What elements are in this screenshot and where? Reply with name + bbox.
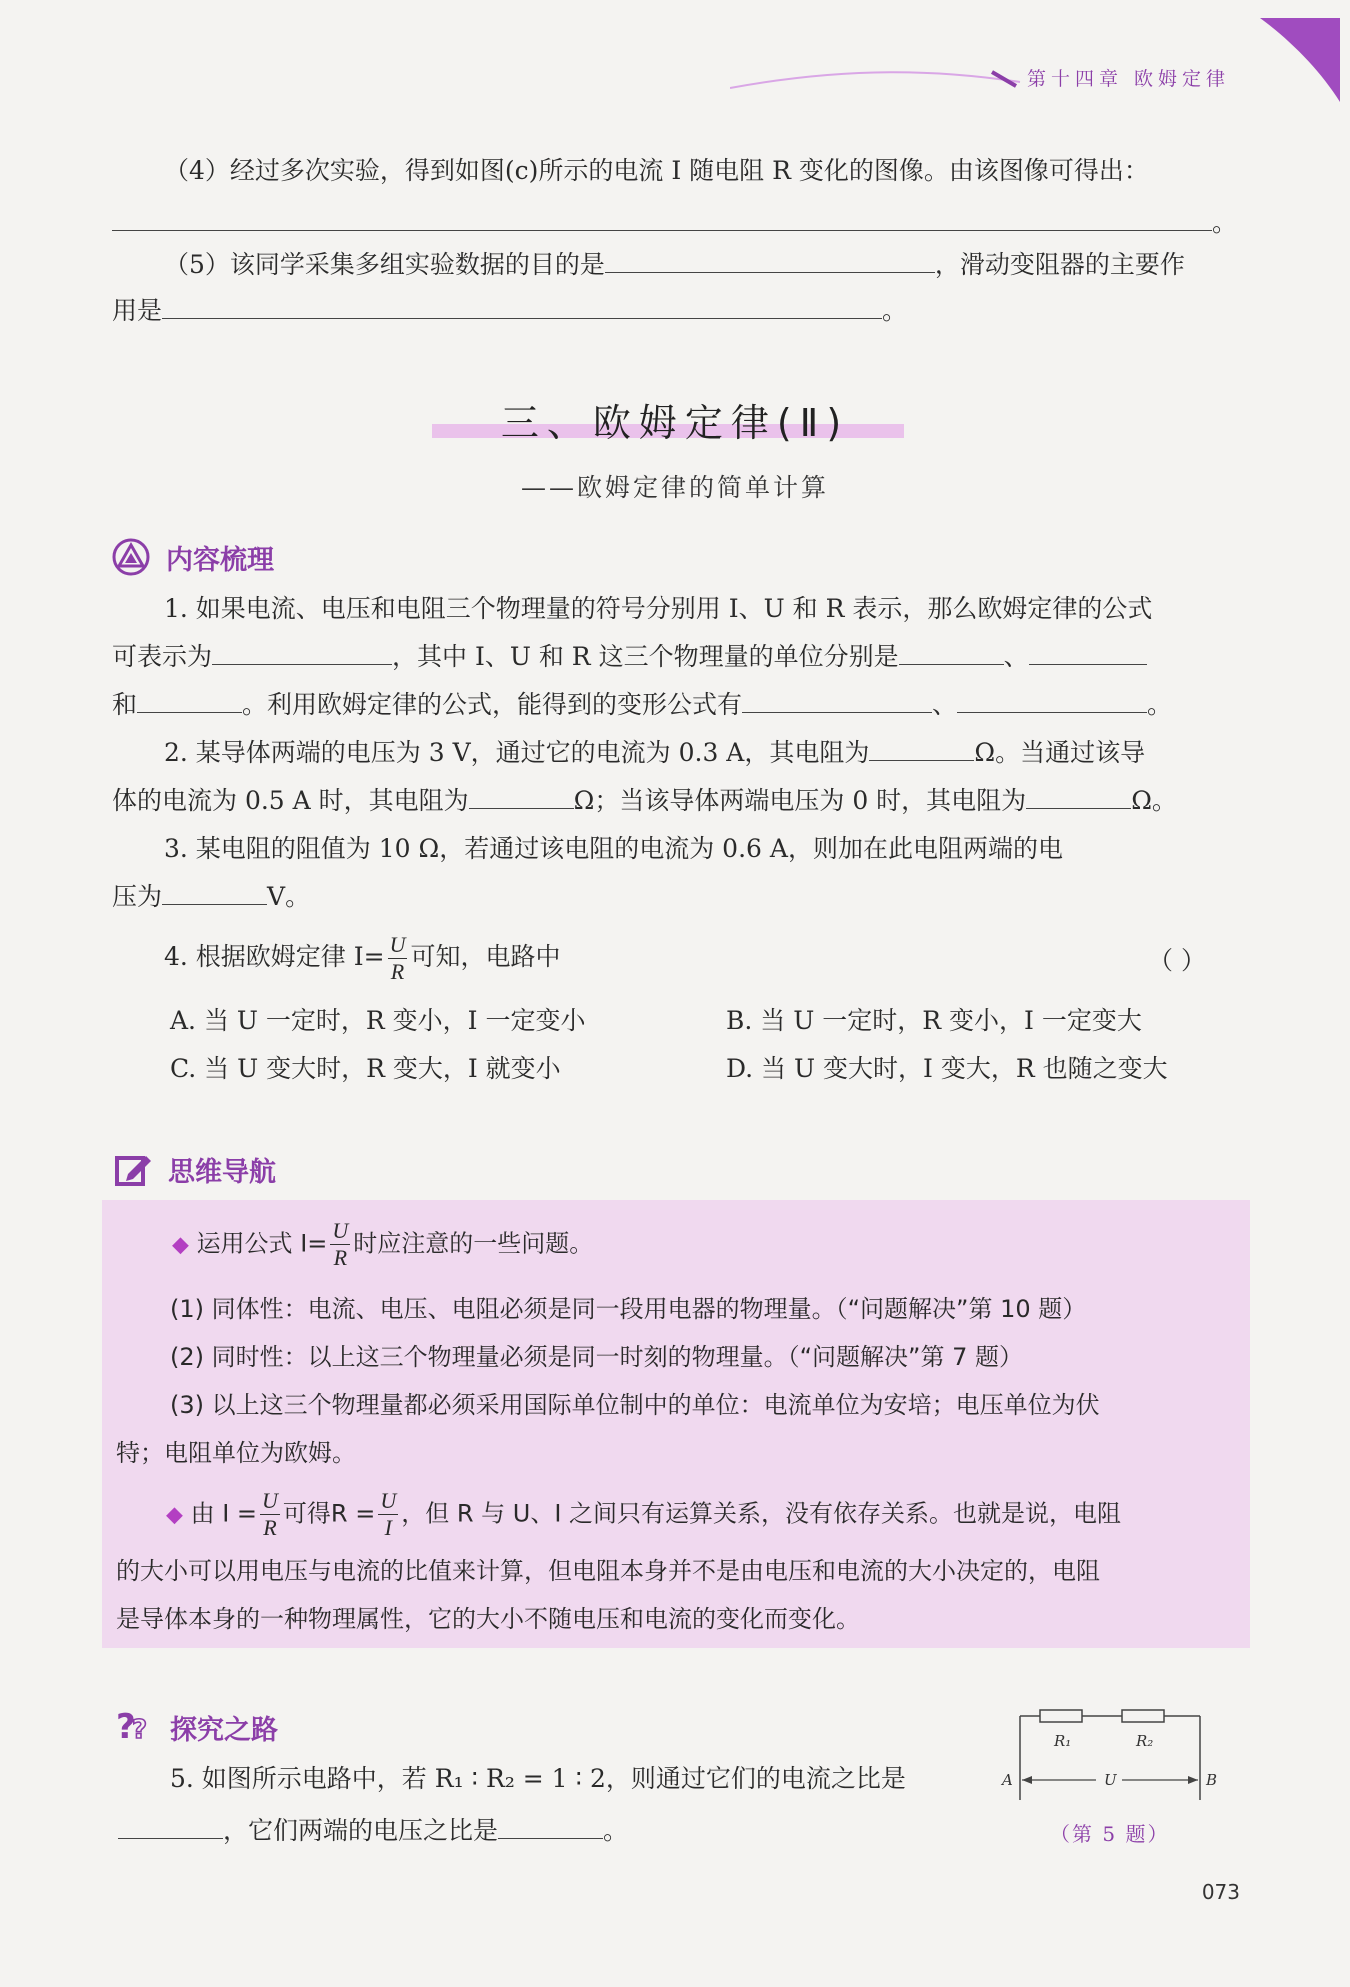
question-mark-icon: [114, 1706, 154, 1744]
cr-q2-text-b: Ω。当通过该导: [974, 738, 1146, 767]
fraction: [388, 934, 408, 983]
resistor-r2: [1122, 1710, 1164, 1722]
cr-q2-text-a: 2. 某导体两端的电压为 3 V，通过它的电流为 0.3 A，其电阻为: [164, 738, 870, 767]
mind-bullet-2-text-b: 可得R =: [282, 1499, 376, 1528]
fraction-denominator: R: [390, 959, 405, 984]
triangle-icon: [112, 538, 150, 576]
mind-bullet-2: [166, 1490, 1121, 1539]
answer-blank[interactable]: [212, 642, 392, 665]
mind-nav-box: [102, 1200, 1250, 1648]
fraction-numerator: U: [332, 1218, 349, 1243]
answer-blank[interactable]: [137, 690, 242, 713]
cr-q1-line3: [112, 688, 1172, 722]
answer-blank[interactable]: [899, 642, 1004, 665]
cr-q2-line2: [112, 784, 1177, 818]
cr-q1-text-f: 。利用欧姆定律的公式，能得到的变形公式有: [242, 690, 743, 719]
figure-caption: （第 5 题）: [1050, 1822, 1170, 1846]
ex-q5-line1: [170, 1762, 906, 1796]
option-c[interactable]: C. 当 U 变大时，R 变大，I 就变小: [170, 1054, 561, 1083]
mind-bullet-2-text-c: ，但 R 与 U、I 之间只有运算关系，没有依存关系。也就是说，电阻: [401, 1499, 1122, 1528]
fraction-denominator: R: [263, 1515, 277, 1540]
cr-q1-text-h: 。: [1147, 690, 1173, 719]
mind-item-2: (2) 同时性：以上这三个物理量必须是同一时刻的物理量。（“问题解决”第 7 题）: [170, 1343, 1024, 1371]
prev-q4-answer: [112, 206, 1237, 240]
fraction-numerator: U: [262, 1488, 278, 1513]
cr-q2-text-d: Ω；当该导体两端电压为 0 时，其电阻为: [573, 786, 1027, 815]
diamond-icon: ◆: [172, 1232, 189, 1258]
label-a: A: [1002, 1771, 1013, 1789]
fraction-numerator: U: [389, 932, 406, 957]
mind-bullet-1-text-b: 时应注意的一些问题。: [353, 1229, 594, 1258]
prev-q5-text-a: （5）该同学采集多组实验数据的目的是: [164, 250, 605, 279]
fraction: [330, 1220, 350, 1269]
cr-q1-text-c: ，其中 I、U 和 R 这三个物理量的单位分别是: [392, 642, 899, 671]
prev-q5-text-c: 用是: [112, 296, 163, 325]
cr-q4: [164, 934, 560, 983]
answer-blank[interactable]: [1029, 642, 1147, 665]
cr-q3-text-a: 3. 某电阻的阻值为 10 Ω，若通过该电阻的电流为 0.6 A，则加在此电阻两端的电: [164, 834, 1063, 863]
mind-nav-heading: 思维导航: [168, 1157, 276, 1188]
svg-text:?: ?: [132, 1715, 148, 1744]
cr-q3-text-c: V。: [267, 882, 311, 911]
answer-blank[interactable]: [112, 208, 1212, 231]
chapter-label: 第十四章 欧姆定律: [1026, 68, 1230, 90]
ex-q5-line2: [118, 1814, 628, 1848]
answer-blank[interactable]: [605, 250, 935, 273]
mind-bullet-2-line3: 是导体本身的一种物理属性，它的大小不随电压和电流的变化而变化。: [116, 1605, 860, 1633]
cr-q3-line1: [164, 832, 1063, 866]
option-b[interactable]: B. 当 U 一定时，R 变小，I 一定变大: [726, 1006, 1142, 1035]
content-review-heading: 内容梳理: [166, 545, 274, 576]
cr-q1-line2: [112, 640, 1147, 674]
section-title: 三、欧姆定律(Ⅱ): [500, 401, 850, 445]
cr-q3-text-b: 压为: [112, 882, 163, 911]
answer-paren[interactable]: （ ）: [1148, 946, 1206, 975]
ex-q5-text-b: ，它们两端的电压之比是: [223, 1816, 499, 1845]
answer-blank[interactable]: [957, 690, 1147, 713]
section-subtitle: ——欧姆定律的简单计算: [520, 473, 829, 502]
cr-q2-line1: [164, 736, 1145, 770]
mind-bullet-2-text-a: 由 I =: [190, 1499, 258, 1528]
mind-bullet-2-line2: 的大小可以用电压与电流的比值来计算，但电阻本身并不是由电压和电流的大小决定的，电阻: [116, 1557, 1100, 1585]
fraction-denominator: R: [333, 1245, 348, 1270]
answer-blank[interactable]: [469, 786, 574, 809]
answer-blank[interactable]: [498, 1816, 603, 1839]
pencil-note-icon: [114, 1152, 152, 1188]
answer-blank[interactable]: [1026, 786, 1131, 809]
cr-q2-text-c: 体的电流为 0.5 A 时，其电阻为: [112, 786, 469, 815]
prev-q4-end: 。: [1212, 208, 1238, 237]
mind-item-1: (1) 同体性：电流、电压、电阻必须是同一段用电器的物理量。（“问题解决”第 10 题）: [170, 1295, 1087, 1323]
cr-q1-text-b: 可表示为: [112, 642, 213, 671]
prev-q4-text: （4）经过多次实验，得到如图(c)所示的电流 I 随电阻 R 变化的图像。由该图像可得出：: [164, 156, 1149, 185]
label-b: B: [1206, 1771, 1218, 1789]
fraction-denominator: I: [384, 1515, 392, 1540]
cr-q1-text-a: 1. 如果电流、电压和电阻三个物理量的符号分别用 I、U 和 R 表示，那么欧姆定律的公式: [164, 594, 1153, 623]
cr-q4-text-b: 可知，电路中: [410, 942, 561, 971]
prev-q5-line2: [112, 294, 907, 328]
cr-q4-text-a: 4. 根据欧姆定律 I=: [164, 942, 385, 971]
prev-q5-text-b: ，滑动变阻器的主要作: [934, 250, 1185, 279]
mind-item-3-line1: (3) 以上这三个物理量都必须采用国际单位制中的单位：电流单位为安培；电压单位为伏: [170, 1391, 1100, 1419]
mind-bullet-1-text-a: 运用公式 I=: [196, 1229, 328, 1258]
answer-blank[interactable]: [869, 738, 974, 761]
label-u: U: [1104, 1771, 1117, 1789]
mind-item-3-line2: 特；电阻单位为欧姆。: [116, 1439, 356, 1467]
cr-q1-text-d: 、: [1003, 642, 1029, 671]
cr-q3-line2: [112, 880, 310, 914]
fraction: [378, 1490, 398, 1539]
cr-q1-line1: [164, 592, 1152, 626]
label-r1: R₁: [1054, 1732, 1072, 1750]
prev-q4: [164, 154, 1149, 188]
option-a[interactable]: A. 当 U 一定时，R 变小，I 一定变小: [170, 1006, 586, 1035]
cr-q1-text-e: 和: [112, 690, 138, 719]
fraction-numerator: U: [380, 1488, 397, 1513]
ex-q5-text-c: 。: [603, 1816, 629, 1845]
page-number: 073: [1201, 1880, 1240, 1904]
answer-blank[interactable]: [162, 882, 267, 905]
answer-blank[interactable]: [742, 690, 932, 713]
fraction: [260, 1490, 280, 1539]
cr-q2-text-e: Ω。: [1131, 786, 1177, 815]
answer-blank[interactable]: [118, 1816, 223, 1839]
corner-decoration: [1250, 0, 1350, 102]
answer-blank[interactable]: [162, 296, 882, 319]
ex-q5-text-a: 5. 如图所示电路中，若 R₁ ∶ R₂ = 1 ∶ 2，则通过它们的电流之比是: [170, 1764, 906, 1793]
svg-text:?: ?: [116, 1707, 136, 1744]
prev-q5: [164, 248, 1185, 282]
cr-q1-text-g: 、: [932, 690, 958, 719]
circuit-diagram: [1000, 1688, 1230, 1808]
mind-bullet-1: [172, 1220, 593, 1269]
explore-heading: 探究之路: [170, 1715, 278, 1746]
label-r2: R₂: [1136, 1732, 1154, 1750]
prev-q5-end: 。: [882, 296, 908, 325]
option-d[interactable]: D. 当 U 变大时，I 变大，R 也随之变大: [726, 1054, 1168, 1083]
resistor-r1: [1040, 1710, 1082, 1722]
diamond-icon: ◆: [166, 1502, 183, 1528]
